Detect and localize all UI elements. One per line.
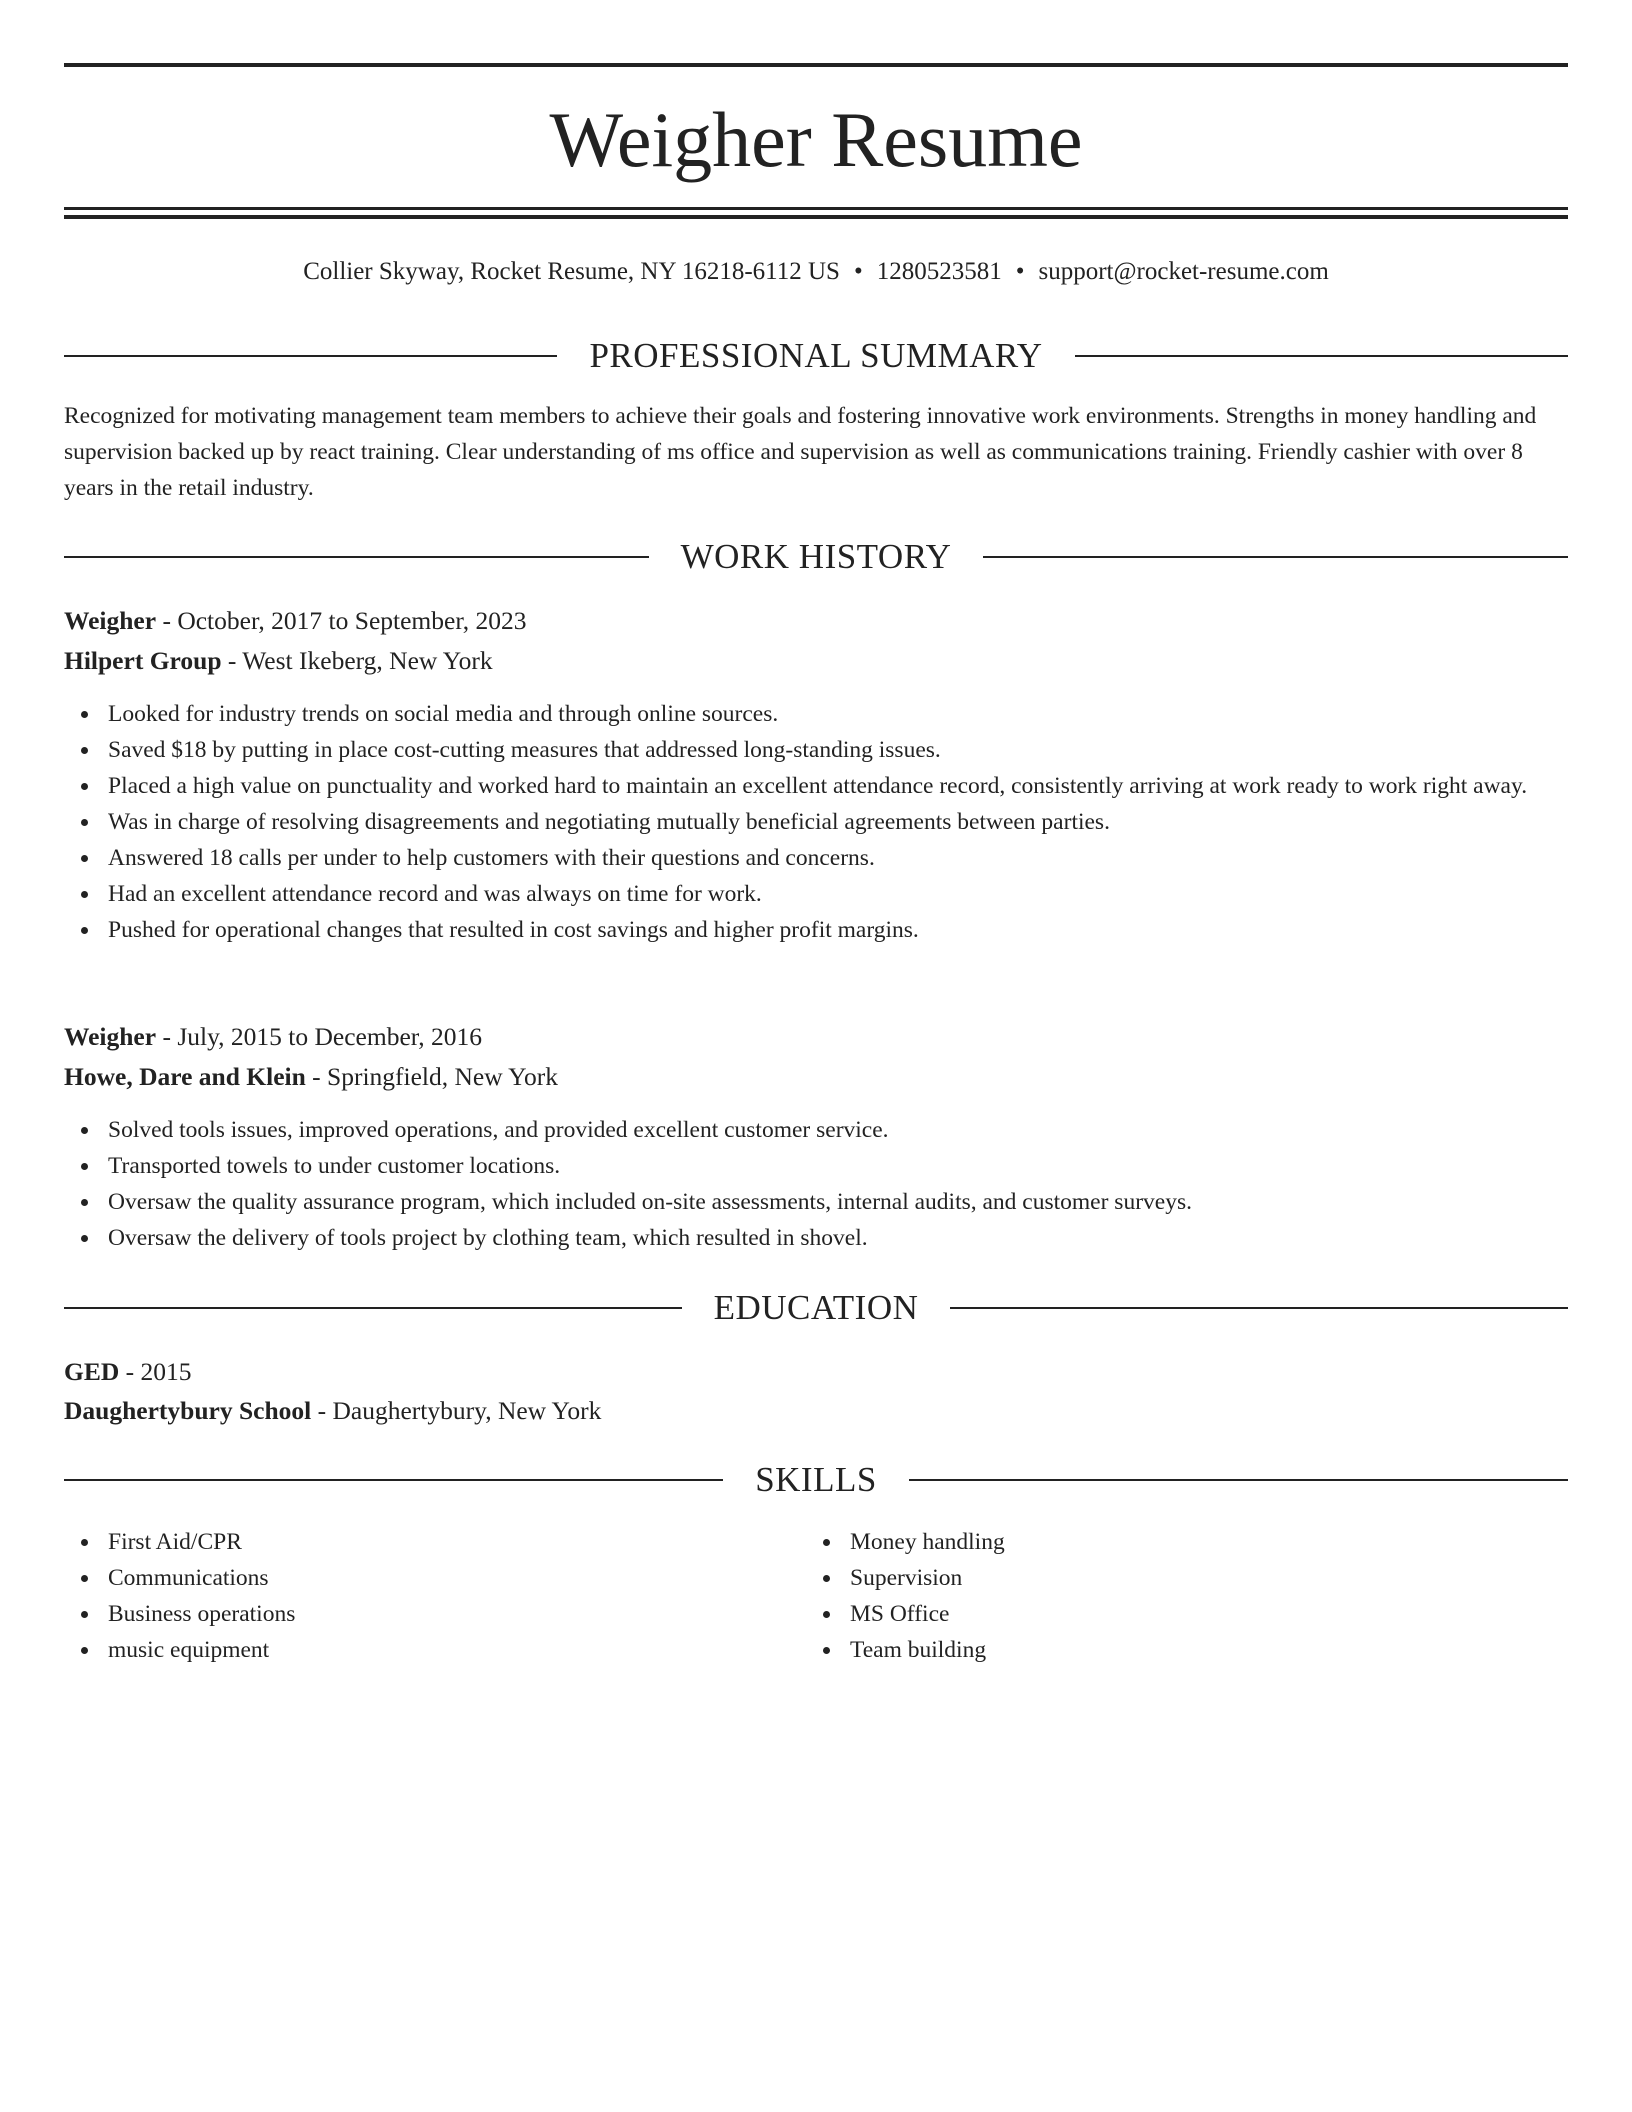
- heading-rule-right: [909, 1479, 1568, 1481]
- job-title: Weigher: [64, 1022, 157, 1051]
- contact-line: [64, 254, 1568, 290]
- list-item: Solved tools issues, improved operations, and provided excellent customer service.: [64, 1112, 1568, 1148]
- skill-item: Money handling: [806, 1524, 1632, 1560]
- contact-email[interactable]: support@rocket-resume.com: [1038, 258, 1329, 285]
- skill-item: Communications: [64, 1560, 1568, 1596]
- job-company-line: [64, 641, 1568, 681]
- job-dates: - October, 2017 to September, 2023: [156, 606, 527, 635]
- skill-item: Supervision: [806, 1560, 1632, 1596]
- list-item: Answered 18 calls per under to help customers with their questions and concerns.: [64, 840, 1568, 876]
- summary-text: Recognized for motivating management team members to achieve their goals and fostering innovative work environments. Strengths in money handling and supervision backed up by react training. Clear understanding of ms office and supervision as well as communications training. Friendly cashier with over 8 years in the retail industry.: [64, 403, 1537, 501]
- header-rule-thick: [64, 215, 1568, 219]
- job-company: Hilpert Group: [64, 646, 222, 675]
- heading-rule-left: [64, 1307, 682, 1309]
- heading-rule-right: [983, 556, 1568, 558]
- contact-phone: 1280523581: [876, 258, 1002, 285]
- job-dates: - July, 2015 to December, 2016: [156, 1022, 482, 1051]
- education-location: - Daughertybury, New York: [311, 1396, 602, 1425]
- section-heading-skills: [64, 1458, 1568, 1502]
- skill-item: music equipment: [64, 1632, 1568, 1668]
- list-item: Transported towels to under customer locations.: [64, 1148, 1568, 1184]
- job-location: - Springfield, New York: [305, 1062, 558, 1091]
- job-title-line: [64, 1017, 1568, 1057]
- skill-item: Business operations: [64, 1596, 1568, 1632]
- contact-separator: •: [853, 258, 863, 285]
- list-item: Had an excellent attendance record and was always on time for work.: [64, 876, 1568, 912]
- education-degree-line: [64, 1352, 1568, 1392]
- section-heading-label: SKILLS: [755, 1460, 877, 1499]
- job-bullets: [64, 1112, 1568, 1256]
- section-heading-work-history: [64, 535, 1568, 579]
- list-item: Placed a high value on punctuality and worked hard to maintain an excellent attendance record, consistently arriving at work ready to work right away.: [64, 768, 1568, 804]
- job-company: Howe, Dare and Klein: [64, 1062, 306, 1091]
- skill-item: Team building: [806, 1632, 1632, 1668]
- contact-separator: •: [1015, 258, 1025, 285]
- job-bullets: [64, 696, 1568, 948]
- list-item: Oversaw the delivery of tools project by clothing team, which resulted in shovel.: [64, 1220, 1568, 1256]
- section-heading-label: EDUCATION: [713, 1288, 919, 1327]
- section-heading-label: PROFESSIONAL SUMMARY: [589, 336, 1043, 375]
- education-year: - 2015: [119, 1357, 192, 1386]
- header-rule-thin: [64, 207, 1568, 210]
- skill-item: First Aid/CPR: [64, 1524, 1568, 1560]
- heading-rule-left: [64, 355, 557, 357]
- list-item: Oversaw the quality assurance program, which included on-site assessments, internal audits, and customer surveys.: [64, 1184, 1568, 1220]
- list-item: Was in charge of resolving disagreements and negotiating mutually beneficial agreements between parties.: [64, 804, 1568, 840]
- skills-list-right: [806, 1524, 1632, 1668]
- heading-rule-right: [1075, 355, 1568, 357]
- list-item: Saved $18 by putting in place cost-cutting measures that addressed long-standing issues.: [64, 732, 1568, 768]
- list-item: Pushed for operational changes that resulted in cost savings and higher profit margins.: [64, 912, 1568, 948]
- education-degree: GED: [64, 1357, 120, 1386]
- education-school-line: [64, 1391, 1568, 1431]
- section-heading-summary: [64, 334, 1568, 378]
- heading-rule-left: [64, 556, 649, 558]
- heading-rule-left: [64, 1479, 723, 1481]
- header-top-rule: [64, 63, 1568, 67]
- job-location: - West Ikeberg, New York: [221, 646, 493, 675]
- job-title: Weigher: [64, 606, 157, 635]
- resume-title: Weigher Resume: [549, 96, 1083, 183]
- section-heading-label: WORK HISTORY: [680, 537, 952, 576]
- job-title-line: [64, 601, 1568, 641]
- heading-rule-right: [950, 1307, 1568, 1309]
- section-heading-education: [64, 1286, 1568, 1330]
- education-school: Daughertybury School: [64, 1396, 312, 1425]
- job-company-line: [64, 1057, 1568, 1097]
- contact-address: Collier Skyway, Rocket Resume, NY 16218-6112 US: [303, 258, 840, 285]
- list-item: Looked for industry trends on social media and through online sources.: [64, 696, 1568, 732]
- skill-item: MS Office: [806, 1596, 1632, 1632]
